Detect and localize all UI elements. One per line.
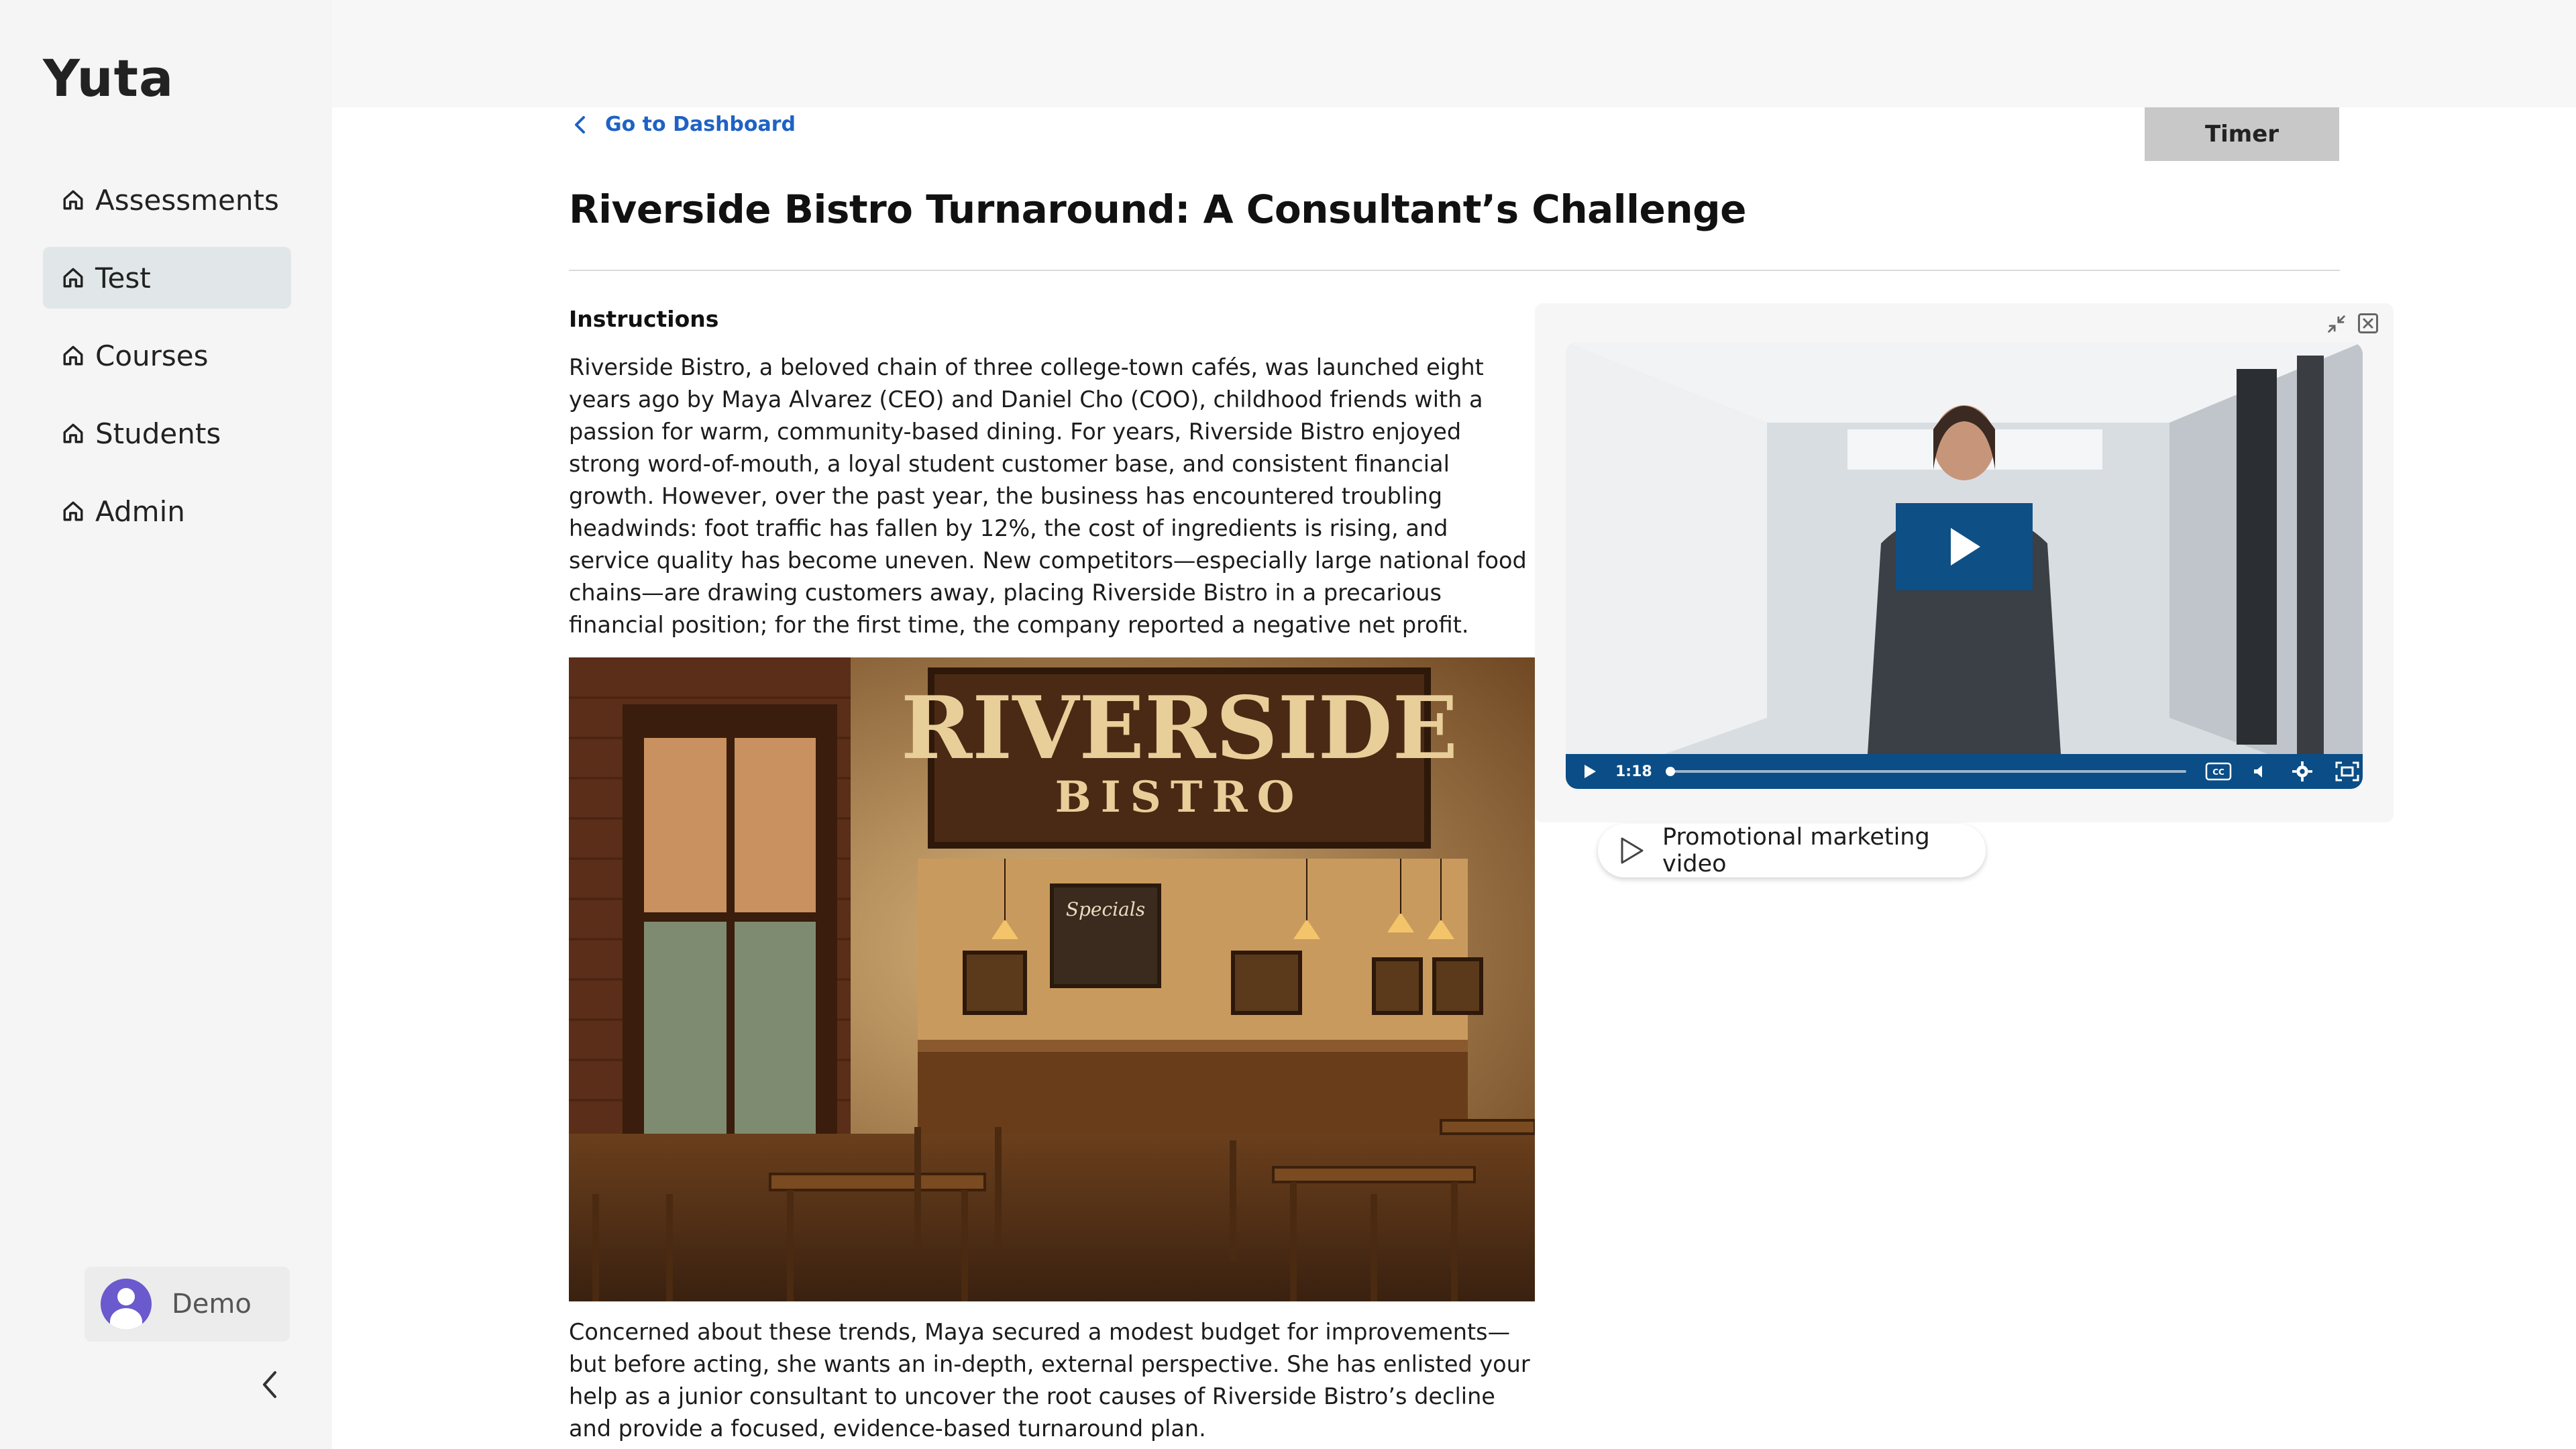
sidebar-item-assessments[interactable] — [43, 169, 291, 231]
sidebar-item-students[interactable] — [43, 402, 291, 464]
instructions-paragraph: Riverside Bistro, a beloved chain of three college-town cafés, was launched eight years ago by Maya Alvarez (CEO) and Daniel Cho (COO), childhood friends with a passion for warm, community-based dining. For years, Riverside Bistro enjoyed strong word-of-mouth, a loyal student customer base, and consistent financial growth. However, over the past year, the business has encountered troubling headwinds: foot traffic has fallen by 12%, the cost of ingredients is rising, and service quality has become uneven. New competitors—especially large national food chains—are drawing customers away, placing Riverside Bistro in a precarious financial position; for the first time, the company reported a negative net profit. — [569, 354, 1527, 638]
sidebar-item-label: Test — [95, 261, 151, 294]
video-progress-knob[interactable] — [1666, 767, 1675, 776]
sidebar — [0, 0, 332, 1449]
page-title: Riverside Bistro Turnaround: A Consultant’s Challenge — [569, 186, 1747, 232]
timer-button[interactable]: Timer — [2145, 107, 2339, 161]
video-chip-label: Promotional marketing video — [1662, 824, 1930, 877]
sidebar-item-test[interactable] — [43, 247, 291, 309]
go-to-dashboard-link[interactable] — [570, 113, 796, 136]
sidebar-item-label: Students — [95, 417, 221, 450]
settings-icon[interactable] — [2292, 761, 2312, 782]
closed-captions-icon[interactable] — [2205, 762, 2232, 781]
sidebar-item-label: Admin — [95, 494, 185, 528]
avatar — [101, 1279, 152, 1330]
sidebar-item-label: Assessments — [95, 183, 279, 217]
play-outline-icon — [1618, 836, 1645, 865]
home-icon — [62, 266, 86, 290]
back-link-label: Go to Dashboard — [605, 113, 796, 136]
sign-subtext: BISTRO — [1055, 772, 1304, 822]
sidebar-item-courses[interactable] — [43, 325, 291, 386]
home-icon — [62, 421, 86, 445]
user-name: Demo — [172, 1289, 252, 1320]
instructions-heading: Instructions — [569, 306, 719, 332]
video-time: 1:18 — [1615, 763, 1652, 780]
video-progress-bar[interactable] — [1666, 770, 2186, 773]
brand-logo: Yuta — [43, 48, 174, 108]
play-icon[interactable] — [1582, 763, 1598, 780]
instructions-paragraph: Concerned about these trends, Maya secured a modest budget for improvements—but before acting, she wants an in-depth, external perspective. She has enlisted your help as a junior consultant to uncover the root causes of Riverside Bistro’s decline and provide a focused, evidence-based turnaround plan. — [569, 1319, 1530, 1442]
fullscreen-icon[interactable] — [2335, 761, 2359, 782]
volume-icon[interactable] — [2252, 763, 2268, 780]
video-player[interactable] — [1566, 342, 2363, 789]
home-icon — [62, 499, 86, 523]
svg-text:CC: CC — [2212, 767, 2224, 777]
close-icon[interactable] — [2356, 311, 2380, 335]
sign-text: RIVERSIDE — [900, 678, 1458, 779]
chevron-left-icon[interactable] — [255, 1366, 284, 1403]
top-bar — [332, 0, 2576, 107]
chevron-left-icon — [570, 113, 590, 136]
promotional-video-chip[interactable] — [1598, 824, 1986, 877]
home-icon — [62, 188, 86, 212]
chalkboard-title: Specials — [1065, 898, 1146, 920]
divider — [569, 270, 2340, 271]
video-panel — [1535, 303, 2394, 822]
sidebar-item-admin[interactable] — [43, 480, 291, 542]
home-icon — [62, 343, 86, 368]
minimize-icon[interactable] — [2325, 313, 2348, 335]
bistro-interior-image — [569, 657, 1535, 1301]
user-profile-button[interactable] — [85, 1267, 290, 1342]
sidebar-item-label: Courses — [95, 339, 209, 372]
video-controls — [1566, 754, 2363, 789]
play-button[interactable] — [1896, 503, 2033, 590]
